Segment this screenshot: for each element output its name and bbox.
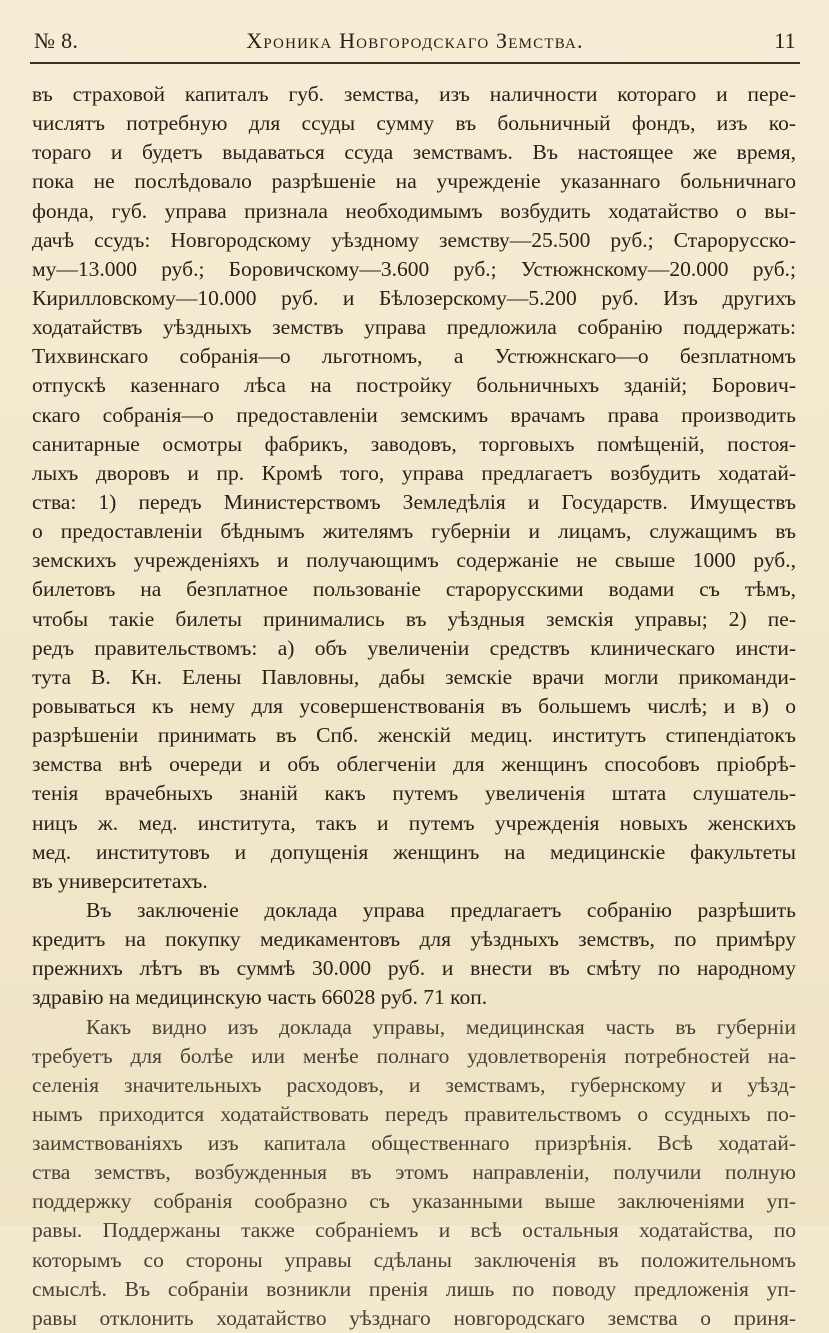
text-line: въ университетахъ.: [32, 867, 796, 896]
text-line: ства: 1) передъ Министерствомъ Земледѣлія и Государств. Имуществъ: [32, 488, 796, 517]
text-line: которымъ со стороны управы сдѣланы заключенія въ положительномъ: [32, 1246, 796, 1275]
text-line: ства земствъ, возбужденныя въ этомъ направленіи, получили полную: [32, 1158, 796, 1187]
text-line: равы отклонить ходатайство уѣзднаго новгородскаго земства о приня-: [32, 1304, 796, 1333]
text-line: билетовъ на безплатное пользованіе старорусскими водами съ тѣмъ,: [32, 575, 796, 604]
text-line: скаго собранія—о предоставленіи земскимъ врачамъ права производить: [32, 401, 796, 430]
text-line: пока не послѣдовало разрѣшеніе на учрежденіе указаннаго больничнаго: [32, 167, 796, 196]
paragraph: [32, 80, 796, 896]
text-line: о предоставленіи бѣднымъ жителямъ губерніи и лицамъ, служащимъ въ: [32, 517, 796, 546]
text-line: нымъ приходится ходатайствовать передъ правительствомъ о ссудныхъ по-: [32, 1100, 796, 1129]
text-line: Кирилловскому—10.000 руб. и Бѣлозерскому—5.200 руб. Изъ другихъ: [32, 284, 796, 313]
text-line: равы. Поддержаны также собраніемъ и всѣ остальныя ходатайства, по: [32, 1216, 796, 1245]
issue-number: № 8.: [34, 28, 78, 54]
text-line: здравію на медицинскую часть 66028 руб. 71 коп.: [32, 983, 796, 1012]
text-line: лыхъ дворовъ и пр. Кромѣ того, управа предлагаетъ возбудить ходатай-: [32, 459, 796, 488]
text-line: разрѣшеніи принимать въ Спб. женскій медиц. институтъ стипендіатокъ: [32, 721, 796, 750]
text-line: тута В. Кн. Елены Павловны, дабы земскіе врачи могли прикоманди-: [32, 663, 796, 692]
text-line: ходатайствъ уѣздныхъ земствъ управа предложила собранію поддержать:: [32, 313, 796, 342]
text-line: фонда, губ. управа признала необходимымъ возбудить ходатайство о вы-: [32, 197, 796, 226]
text-line: Въ заключеніе доклада управа предлагаетъ собранію разрѣшить: [32, 896, 796, 925]
text-line: чтобы такіе билеты принимались въ уѣздныя земскія управы; 2) пе-: [32, 605, 796, 634]
text-line: тенія врачебныхъ знаній какъ путемъ увеличенія штата слушатель-: [32, 779, 796, 808]
text-line: редъ правительствомъ: а) объ увеличеніи средствъ клиническаго инсти-: [32, 634, 796, 663]
paragraph: [32, 896, 796, 1013]
text-line: кредитъ на покупку медикаментовъ для уѣздныхъ земствъ, по примѣру: [32, 925, 796, 954]
text-line: тораго и будетъ выдаваться ссуда земствамъ. Въ настоящее же время,: [32, 138, 796, 167]
paragraph: [32, 1013, 796, 1333]
text-line: земскихъ учрежденіяхъ и получающимъ содержаніе не свыше 1000 руб.,: [32, 546, 796, 575]
text-line: Какъ видно изъ доклада управы, медицинская часть въ губерніи: [32, 1013, 796, 1042]
header-rule: [30, 62, 800, 64]
text-line: заимствованіяхъ изъ капитала общественнаго призрѣнія. Всѣ ходатай-: [32, 1129, 796, 1158]
body-text: [32, 80, 796, 1333]
text-line: мед. институтовъ и допущенія женщинъ на медицинскіе факультеты: [32, 838, 796, 867]
text-line: въ страховой капиталъ губ. земства, изъ наличности котораго и пере-: [32, 80, 796, 109]
journal-title: Хроника Новгородскаго Земства.: [34, 28, 796, 54]
text-line: му—13.000 руб.; Боровичскому—3.600 руб.; Устюжнскому—20.000 руб.;: [32, 255, 796, 284]
text-line: числятъ потребную для ссуды сумму въ больничный фондъ, изъ ко-: [32, 109, 796, 138]
page-number: 11: [774, 28, 796, 54]
text-line: Тихвинскаго собранія—о льготномъ, а Устюжнскаго—о безплатномъ: [32, 342, 796, 371]
text-line: требуетъ для болѣе или менѣе полнаго удовлетворенія потребностей на-: [32, 1042, 796, 1071]
text-line: отпускѣ казеннаго лѣса на постройку больничныхъ зданій; Борович-: [32, 371, 796, 400]
text-line: прежнихъ лѣтъ въ суммѣ 30.000 руб. и внести въ смѣту по народному: [32, 954, 796, 983]
text-line: ницъ ж. мед. института, такъ и путемъ учрежденія новыхъ женскихъ: [32, 809, 796, 838]
text-line: дачѣ ссудъ: Новгородскому уѣздному земству—25.500 руб.; Старорусско-: [32, 226, 796, 255]
text-line: ровываться къ нему для усовершенствованія въ большемъ числѣ; и в) о: [32, 692, 796, 721]
running-header: [34, 28, 796, 58]
text-line: смыслѣ. Въ собраніи возникли пренія лишь по поводу предложенія уп-: [32, 1275, 796, 1304]
text-line: селенія значительныхъ расходовъ, и земствамъ, губернскому и уѣзд-: [32, 1071, 796, 1100]
text-line: санитарные осмотры фабрикъ, заводовъ, торговыхъ помѣщеній, постоя-: [32, 430, 796, 459]
text-line: поддержку собранія сообразно съ указанными выше заключеніями уп-: [32, 1187, 796, 1216]
text-line: земства внѣ очереди и объ облегченіи для женщинъ способовъ пріобрѣ-: [32, 750, 796, 779]
